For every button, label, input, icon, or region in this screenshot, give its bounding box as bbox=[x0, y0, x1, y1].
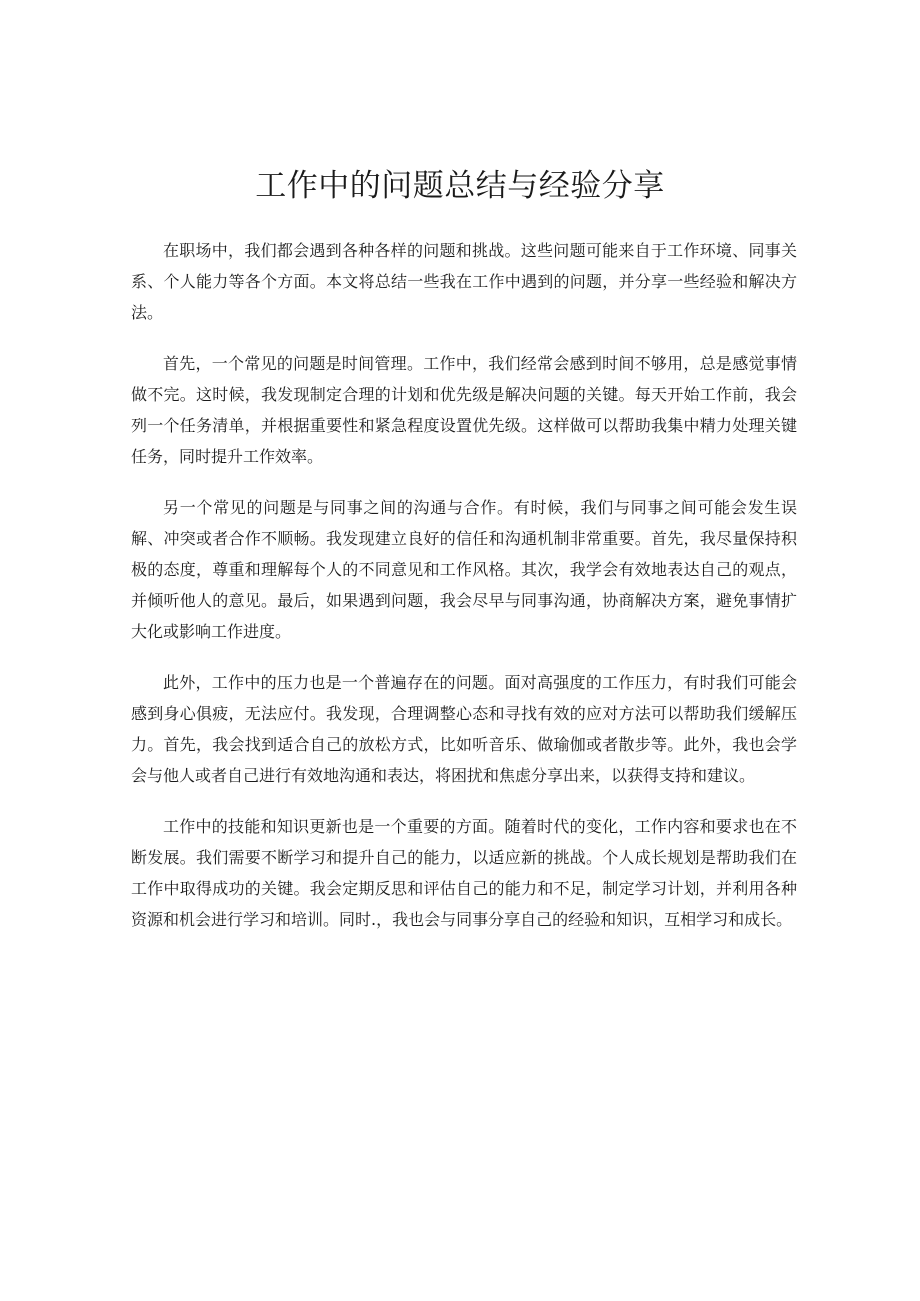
paragraph-communication: 另一个常见的问题是与同事之间的沟通与合作。有时候，我们与同事之间可能会发生误解、冲突或者合作不顺畅。我发现建立良好的信任和沟通机制非常重要。首先，我尽量保持积极的态度，尊重和理解每个人的不同意见和工作风格。其次，我学会有效地表达自己的观点，并倾听他人的意见。最后，如果遇到问题，我会尽早与同事沟通，协商解决方案，避免事情扩大化或影响工作进度。 bbox=[131, 498, 797, 641]
paragraph-intro: 在职场中，我们都会遇到各种各样的问题和挑战。这些问题可能来自于工作环境、同事关系、个人能力等各个方面。本文将总结一些我在工作中遇到的问题，并分享一些经验和解决方法。 bbox=[131, 241, 797, 322]
document-title: 工作中的问题总结与经验分享 bbox=[255, 168, 665, 204]
paragraph-stress: 此外，工作中的压力也是一个普遍存在的问题。面对高强度的工作压力，有时我们可能会感到身心俱疲，无法应付。我发现，合理调整心态和寻找有效的应对方法可以帮助我们缓解压力。首先，我会找到适合自己的放松方式，比如听音乐、做瑜伽或者散步等。此外，我也会学会与他人或者自己进行有效地沟通和表达，将困扰和焦虑分享出来，以获得支持和建议。 bbox=[131, 673, 797, 785]
document-body bbox=[131, 235, 797, 955]
paragraph-skills: 工作中的技能和知识更新也是一个重要的方面。随着时代的变化，工作内容和要求也在不断发展。我们需要不断学习和提升自己的能力，以适应新的挑战。个人成长规划是帮助我们在工作中取得成功的关键。我会定期反思和评估自己的能力和不足，制定学习计划，并利用各种资源和机会进行学习和培训。同时.，我也会与同事分享自己的经验和知识，互相学习和成长。 bbox=[131, 817, 797, 929]
paragraph-time-management: 首先，一个常见的问题是时间管理。工作中，我们经常会感到时间不够用，总是感觉事情做不完。这时候，我发现制定合理的计划和优先级是解决问题的关键。每天开始工作前，我会列一个任务清单，并根据重要性和紧急程度设置优先级。这样做可以帮助我集中精力处理关键任务，同时提升工作效率。 bbox=[131, 354, 797, 466]
